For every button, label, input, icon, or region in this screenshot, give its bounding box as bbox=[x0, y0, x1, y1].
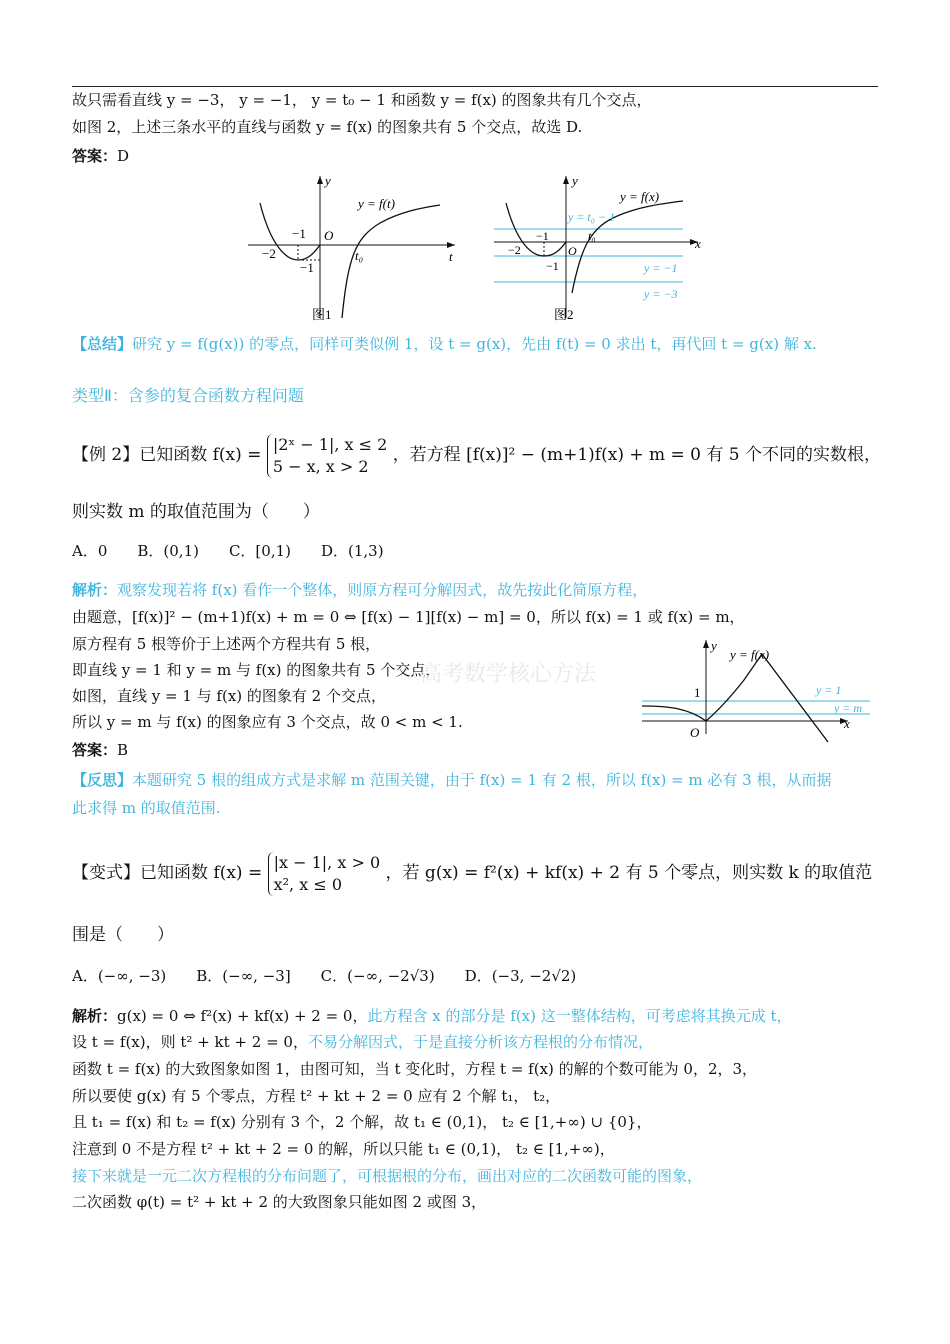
solution-line bbox=[72, 1006, 792, 1026]
piecewise-brace bbox=[267, 434, 387, 478]
y-axis-arrow bbox=[317, 176, 323, 184]
solution-note: 此方程含 x 的部分是 f(x) 这一整体结构，可考虑将其换元成 t， bbox=[367, 1007, 792, 1025]
reflection-text: 本题研究 5 根的组成方式是求解 m 范围关键，由于 f(x) = 1 有 2 根，所以 f(x) = m 必有 3 根，从而据 bbox=[132, 771, 832, 789]
piece-case-1: |2ˣ − 1|, x ≤ 2 bbox=[272, 434, 388, 454]
text-line: 即直线 y = 1 和 y = m 与 f(x) 的图象共有 5 个交点， bbox=[72, 661, 441, 679]
line-label-m: y = m bbox=[834, 701, 863, 715]
t0-label: t₀ bbox=[588, 229, 596, 243]
line-label-minus1: y = −1 bbox=[644, 261, 678, 275]
variant-question: 围是（ ） bbox=[72, 925, 174, 945]
text-line: 如图，直线 y = 1 与 f(x) 的图象有 2 个交点， bbox=[72, 687, 386, 705]
solution-line bbox=[72, 580, 647, 600]
figure-caption: 图1 bbox=[312, 307, 332, 322]
curve-label: y = f(x) bbox=[730, 647, 770, 662]
y-label: y bbox=[572, 173, 578, 188]
y-axis-arrow bbox=[563, 176, 569, 184]
example2-prefix: 【例 2】已知函数 f(x) = bbox=[72, 445, 262, 465]
example2-options: A．0 B．(0,1) C．[0,1) D．(1,3) bbox=[72, 542, 384, 560]
solution-line bbox=[72, 1032, 653, 1052]
text-line: 且 t₁ = f(x) 和 t₂ = f(x) 分别有 3 个，2 个解，故 t₁ ∈ (0,1)， t₂ ∈ [1,+∞) ∪ {0}， bbox=[72, 1113, 652, 1131]
figure-caption: 图2 bbox=[554, 307, 574, 322]
x-label: x bbox=[695, 236, 701, 251]
text-line: 所以 y = m 与 f(x) 的图象应有 3 个交点，故 0 < m < 1. bbox=[72, 713, 463, 731]
tick-minus1-y: −1 bbox=[546, 259, 559, 273]
example2-suffix: ，若方程 [f(x)]² − (m+1)f(x) + m = 0 有 5 个不同的实数根， bbox=[392, 445, 882, 465]
tick-one: 1 bbox=[694, 685, 701, 700]
answer-value: D bbox=[117, 147, 130, 165]
example2-stem bbox=[72, 433, 881, 483]
tick-minus1-x: −1 bbox=[536, 229, 549, 243]
answer-line bbox=[72, 146, 129, 166]
answer-line bbox=[72, 740, 128, 760]
section-heading: 类型Ⅱ：含参的复合函数方程问题 bbox=[72, 386, 304, 405]
solution-note: 不易分解因式，于是直接分析该方程根的分布情况， bbox=[307, 1033, 653, 1051]
variant-suffix: ，若 g(x) = f²(x) + kf(x) + 2 有 5 个零点，则实数 k 的取值范 bbox=[385, 863, 873, 883]
text-line: 如图 2，上述三条水平的直线与函数 y = f(x) 的图象共有 5 个交点，故选 D. bbox=[72, 118, 583, 136]
text-line: 由题意，[f(x)]² − (m+1)f(x) + m = 0 ⇔ [f(x) − 1][f(x) − m] = 0，所以 f(x) = 1 或 f(x) = m， bbox=[72, 608, 745, 626]
summary-line bbox=[72, 334, 817, 354]
summary-label: 【总结】 bbox=[72, 335, 133, 353]
text-line: 故只需看直线 y = −3， y = −1， y = t₀ − 1 和函数 y = f(x) 的图象共有几个交点， bbox=[72, 91, 652, 109]
solution-math: g(x) = 0 ⇔ f²(x) + kf(x) + 2 = 0， bbox=[117, 1007, 368, 1025]
solution-label: 解析： bbox=[72, 1007, 118, 1025]
text-line: 原方程有 5 根等价于上述两个方程共有 5 根， bbox=[72, 635, 381, 653]
variant-prefix: 【变式】已知函数 f(x) = bbox=[72, 863, 263, 883]
tick-minus1-y: −1 bbox=[300, 260, 314, 275]
reflection-label: 【反思】 bbox=[72, 771, 133, 789]
reflection-line bbox=[72, 770, 832, 790]
solution-label: 解析： bbox=[72, 581, 118, 599]
figure-3 bbox=[638, 634, 878, 749]
piece-case-1: |x − 1|, x > 0 bbox=[273, 852, 381, 872]
solution-math: 设 t = f(x)，则 t² + kt + 2 = 0， bbox=[72, 1033, 308, 1051]
x-label: x bbox=[844, 716, 850, 731]
answer-label: 答案： bbox=[72, 741, 118, 759]
text-line: 注意到 0 不是方程 t² + kt + 2 = 0 的解，所以只能 t₁ ∈ (0,1)， t₂ ∈ [1,+∞)， bbox=[72, 1140, 615, 1158]
tick-minus2: −2 bbox=[262, 246, 276, 261]
y-label: y bbox=[711, 638, 717, 653]
text-line: 函数 t = f(x) 的大致图象如图 1，由图可知，当 t 变化时，方程 t = f(x) 的解的个数可能为 0，2，3， bbox=[72, 1060, 758, 1078]
line-label-minus3: y = −3 bbox=[644, 287, 678, 301]
variant-stem bbox=[72, 851, 872, 901]
y-axis-arrow bbox=[703, 640, 709, 648]
text-line: 接下来就是一元二次方程根的分布问题了，可根据根的分布，画出对应的二次函数可能的图象， bbox=[72, 1167, 703, 1185]
curve-label: y = f(t) bbox=[358, 196, 395, 211]
figure-1 bbox=[240, 168, 470, 328]
variant-options: A．(−∞, −3) B．(−∞, −3] C．(−∞, −2√3) D．(−3, −2√2) bbox=[72, 967, 577, 985]
piece-case-2: 5 − x, x > 2 bbox=[272, 456, 369, 476]
watermark: 高考数学核心方法 bbox=[420, 662, 597, 687]
t-label: t bbox=[449, 249, 453, 264]
reflection-line-2: 此求得 m 的取值范围. bbox=[72, 799, 221, 817]
example2-question: 则实数 m 的取值范围为（ ） bbox=[72, 502, 320, 522]
tick-minus1-x: −1 bbox=[292, 226, 306, 241]
line-label-t0: y = t₀ − 1 bbox=[568, 210, 616, 224]
text-line: 所以要使 g(x) 有 5 个零点，方程 t² + kt + 2 = 0 应有 2 个解 t₁， t₂， bbox=[72, 1087, 561, 1105]
origin-label: O bbox=[324, 228, 334, 243]
piecewise-brace bbox=[268, 852, 381, 896]
solution-text: 观察发现若将 f(x) 看作一个整体，则原方程可分解因式，故先按此化简原方程， bbox=[117, 581, 648, 599]
origin-label: O bbox=[690, 725, 700, 740]
answer-label: 答案： bbox=[72, 147, 118, 165]
curve-label: y = f(x) bbox=[620, 189, 660, 204]
t-axis-arrow bbox=[447, 242, 455, 248]
curve-right bbox=[706, 654, 828, 742]
answer-value: B bbox=[117, 741, 129, 759]
line-label-1: y = 1 bbox=[816, 683, 842, 697]
t0-label: t₀ bbox=[355, 248, 364, 263]
piece-case-2: x², x ≤ 0 bbox=[273, 874, 342, 894]
summary-text: 研究 y = f(g(x)) 的零点，同样可类似例 1，设 t = g(x)，先由 f(t) = 0 求出 t，再代回 t = g(x) 解 x. bbox=[132, 335, 817, 353]
text-line: 二次函数 φ(t) = t² + kt + 2 的大致图象只能如图 2 或图 3， bbox=[72, 1193, 487, 1211]
top-rule bbox=[72, 86, 878, 87]
origin-label: O bbox=[568, 244, 577, 258]
y-label: y bbox=[325, 173, 331, 188]
figure-2 bbox=[488, 168, 718, 328]
tick-minus2: −2 bbox=[508, 243, 521, 257]
